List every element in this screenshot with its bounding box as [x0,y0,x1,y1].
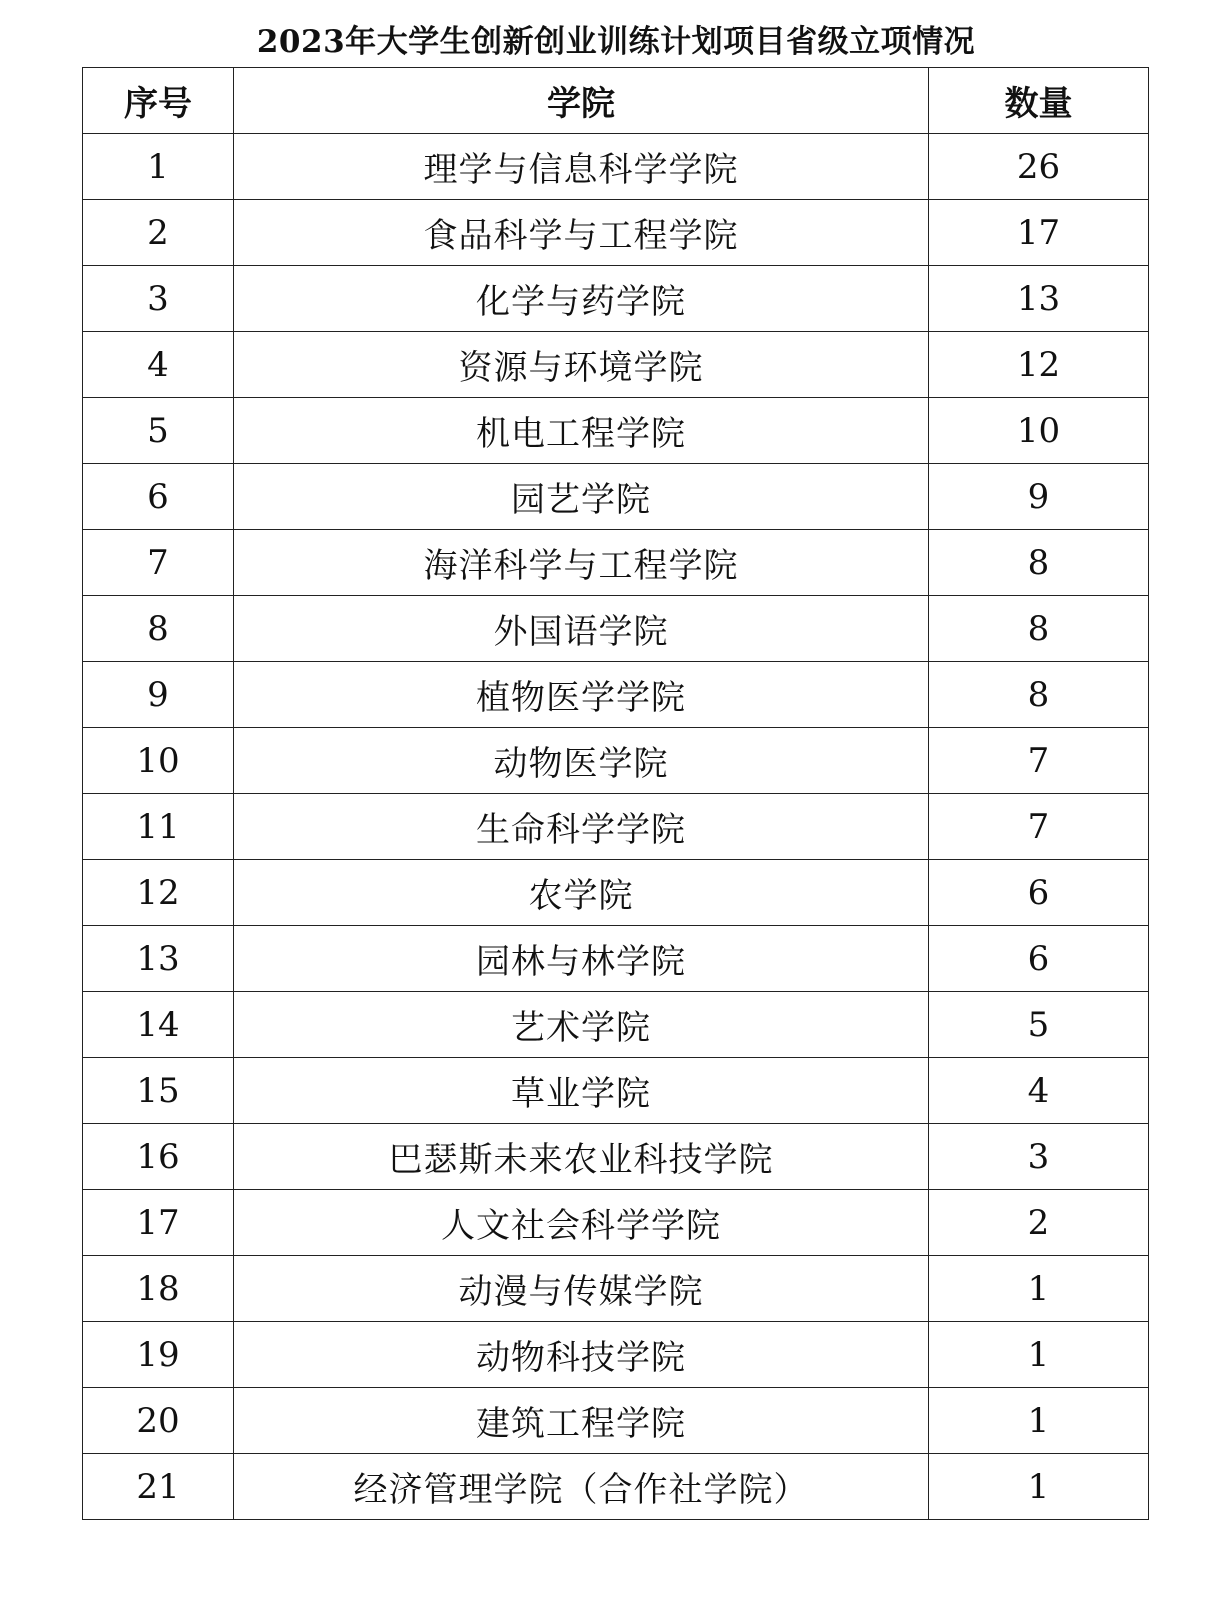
header-college: 学院 [234,68,929,134]
college-name-cell: 理学与信息科学学院 [234,134,929,200]
project-count-cell: 26 [929,134,1149,200]
serial-number-cell: 7 [83,530,234,596]
serial-number-cell: 21 [83,1454,234,1520]
table-row [83,596,1149,662]
table-row [83,926,1149,992]
college-name-cell: 建筑工程学院 [234,1388,929,1454]
table-row [83,530,1149,596]
table-row [83,1124,1149,1190]
project-count-cell: 5 [929,992,1149,1058]
table-row [83,1454,1149,1520]
serial-number-cell: 14 [83,992,234,1058]
table-row [83,728,1149,794]
project-count-cell: 13 [929,266,1149,332]
table-row [83,398,1149,464]
document-title: 2023年大学生创新创业训练计划项目省级立项情况 [256,24,976,60]
serial-number-cell: 20 [83,1388,234,1454]
serial-number-cell: 1 [83,134,234,200]
project-count-cell: 12 [929,332,1149,398]
table-header-row [83,68,1149,134]
table-row [83,266,1149,332]
college-name-cell: 农学院 [234,860,929,926]
project-count-cell: 6 [929,926,1149,992]
table-row [83,200,1149,266]
project-count-cell: 7 [929,794,1149,860]
college-name-cell: 园艺学院 [234,464,929,530]
serial-number-cell: 15 [83,1058,234,1124]
table-row [83,992,1149,1058]
college-name-cell: 植物医学学院 [234,662,929,728]
college-name-cell: 资源与环境学院 [234,332,929,398]
college-name-cell: 艺术学院 [234,992,929,1058]
serial-number-cell: 11 [83,794,234,860]
college-name-cell: 巴瑟斯未来农业科技学院 [234,1124,929,1190]
table-row [83,1058,1149,1124]
project-count-cell: 8 [929,596,1149,662]
serial-number-cell: 18 [83,1256,234,1322]
header-serial-number: 序号 [83,68,234,134]
project-count-cell: 2 [929,1190,1149,1256]
serial-number-cell: 2 [83,200,234,266]
college-name-cell: 生命科学学院 [234,794,929,860]
serial-number-cell: 4 [83,332,234,398]
serial-number-cell: 19 [83,1322,234,1388]
project-count-cell: 1 [929,1454,1149,1520]
serial-number-cell: 13 [83,926,234,992]
project-count-cell: 3 [929,1124,1149,1190]
table-row [83,1190,1149,1256]
project-count-cell: 1 [929,1322,1149,1388]
college-name-cell: 经济管理学院（合作社学院） [234,1454,929,1520]
college-name-cell: 动物医学院 [234,728,929,794]
header-count: 数量 [929,68,1149,134]
table-row [83,1256,1149,1322]
project-count-cell: 1 [929,1256,1149,1322]
table-row [83,134,1149,200]
table-body [83,134,1149,1520]
project-count-cell: 17 [929,200,1149,266]
college-name-cell: 人文社会科学学院 [234,1190,929,1256]
serial-number-cell: 16 [83,1124,234,1190]
college-name-cell: 化学与药学院 [234,266,929,332]
table-row [83,662,1149,728]
table-row [83,1388,1149,1454]
college-name-cell: 园林与林学院 [234,926,929,992]
serial-number-cell: 3 [83,266,234,332]
college-name-cell: 海洋科学与工程学院 [234,530,929,596]
table-row [83,1322,1149,1388]
project-count-cell: 1 [929,1388,1149,1454]
serial-number-cell: 17 [83,1190,234,1256]
college-name-cell: 机电工程学院 [234,398,929,464]
project-count-cell: 10 [929,398,1149,464]
project-table [82,67,1149,1520]
college-name-cell: 外国语学院 [234,596,929,662]
table-row [83,332,1149,398]
project-count-cell: 4 [929,1058,1149,1124]
serial-number-cell: 8 [83,596,234,662]
serial-number-cell: 5 [83,398,234,464]
table-row [83,464,1149,530]
college-name-cell: 食品科学与工程学院 [234,200,929,266]
serial-number-cell: 6 [83,464,234,530]
project-count-cell: 8 [929,662,1149,728]
serial-number-cell: 9 [83,662,234,728]
college-name-cell: 动漫与传媒学院 [234,1256,929,1322]
serial-number-cell: 10 [83,728,234,794]
project-count-cell: 8 [929,530,1149,596]
college-name-cell: 草业学院 [234,1058,929,1124]
project-count-cell: 6 [929,860,1149,926]
serial-number-cell: 12 [83,860,234,926]
project-count-cell: 9 [929,464,1149,530]
table-row [83,794,1149,860]
project-count-cell: 7 [929,728,1149,794]
college-name-cell: 动物科技学院 [234,1322,929,1388]
table-row [83,860,1149,926]
